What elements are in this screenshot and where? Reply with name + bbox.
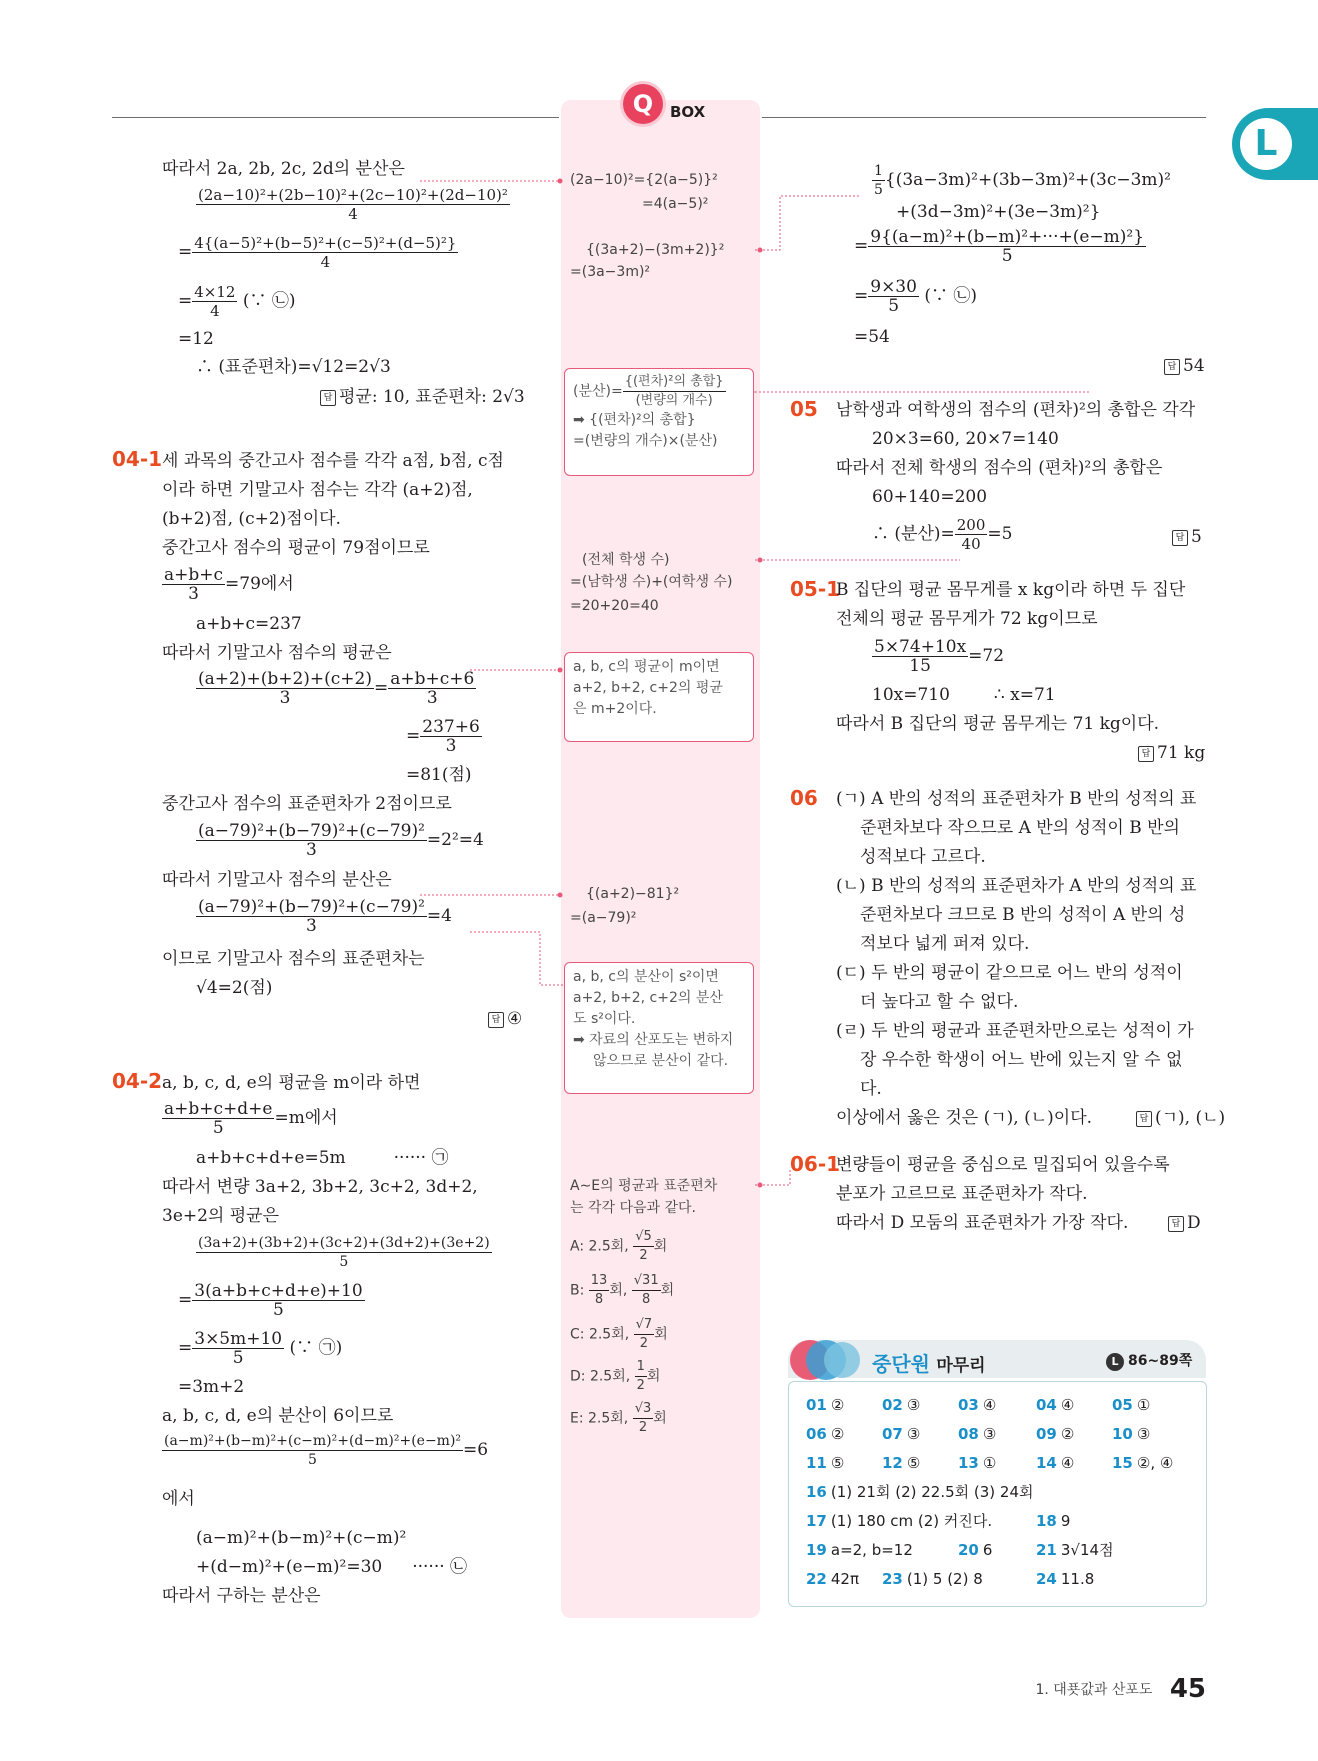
qbox-row: A: 2.5회, $\frac{√5}{2}$ 회 [570, 1229, 668, 1263]
problem-number: 06 [790, 786, 818, 810]
tip-box-variance: (분산)= $\frac{\text{\{(편차)²의 총합\}}}{\text{(변량의 개수)}}$ ➡ {(편차)²의 총합} =(변량의 개수)×(분산) [564, 368, 754, 476]
review-answer: 10 ③ [1112, 1425, 1151, 1443]
text-line: a, b, c, d, e의 분산이 6이므로 [162, 1406, 394, 1426]
l-badge-icon: L [1106, 1353, 1124, 1371]
text-line: (ㄴ) B 반의 성적의 표준편차가 A 반의 성적의 표 [836, 876, 1197, 896]
text-line: 따라서 기말고사 점수의 분산은 [162, 870, 392, 890]
review-answer: 17 (1) 180 cm (2) 커진다. [806, 1512, 993, 1530]
formula: ∴ (분산)= $\frac{200}{40}$ =5 [872, 516, 1013, 553]
problem-number: 04-2 [112, 1069, 163, 1093]
text-line: 이상에서 옳은 것은 (ㄱ), (ㄴ)이다. [836, 1108, 1093, 1128]
answer-icon: 답 [1138, 746, 1154, 762]
answer-line: 답 ④ [488, 1008, 522, 1030]
text-line: (a−m)²+(b−m)²+(c−m)² [196, 1528, 407, 1548]
qbox-note: =(3a−3m)² [570, 264, 651, 280]
formula: = $\frac{\text{9\{(a−m)²+(b−m)²+···+(e−m)²\}}}{5}$ [854, 227, 1145, 266]
review-answer: 24 11.8 [1036, 1570, 1095, 1588]
review-answer: 08 ③ [958, 1425, 997, 1443]
formula: $\frac{\text{(a−79)²+(b−79)²+(c−79)²}}{3}$ =4 [198, 897, 452, 936]
text-line: 3e+2의 평균은 [162, 1206, 280, 1226]
text-line: 적보다 넓게 퍼져 있다. [860, 934, 1030, 954]
formula: = $\frac{9\times 30}{5}$ (∵ ㉡) [854, 277, 978, 316]
answer-icon: 답 [1172, 530, 1188, 546]
problem-number: 05-1 [790, 577, 841, 601]
text-line: (ㄱ) A 반의 성적의 표준편차가 B 반의 성적의 표 [836, 789, 1197, 809]
box-label: BOX [670, 103, 706, 121]
text-line: 따라서 2a, 2b, 2c, 2d의 분산은 [162, 159, 405, 179]
text-line: =54 [854, 327, 890, 347]
formula: $\frac{\text{(2a−10)²+(2b−10)²+(2c−10)²+(2d−10)²}}{4}$ [198, 186, 508, 223]
qbox-note: =4(a−5)² [642, 196, 709, 212]
review-answer: 13 ① [958, 1454, 997, 1472]
answer-icon: 답 [1164, 359, 1180, 375]
qbox-note: =(남학생 수)+(여학생 수) [570, 574, 733, 590]
text-line: 분포가 고르므로 표준편차가 작다. [836, 1184, 1088, 1204]
answer-line: 답 54 [1164, 355, 1205, 377]
tip-box-dispersion: a, b, c의 분산이 s²이면 a+2, b+2, c+2의 분산 도 s²이다. ➡ 자료의 산포도는 변하지 않으므로 분산이 같다. [564, 962, 754, 1094]
problem-number: 05 [790, 397, 818, 421]
review-answer: 05 ① [1112, 1396, 1151, 1414]
text-line: 남학생과 여학생의 점수의 (편차)²의 총합은 각각 [836, 400, 1196, 420]
qbox-note: =(a−79)² [570, 910, 637, 926]
review-answer: 09 ② [1036, 1425, 1075, 1443]
l-tab-letter: L [1240, 118, 1292, 170]
chapter-title: 1. 대푯값과 산포도 [1035, 1682, 1153, 1698]
text-line: (b+2)점, (c+2)점이다. [162, 509, 341, 529]
text-line: 10x=710 ∴ x=71 [872, 685, 1056, 705]
answer-icon: 답 [320, 390, 336, 406]
text-line: ∴ (표준편차)=√12=2√3 [196, 357, 391, 377]
text-line: 따라서 D 모둠의 표준편차가 가장 작다. [836, 1213, 1129, 1233]
formula: $\frac{a+b+c}{3}$ =79에서 [164, 565, 294, 604]
formula: = $\frac{237+6}{3}$ [406, 717, 480, 756]
text-line: 더 높다고 할 수 없다. [860, 992, 1019, 1012]
text-line: 따라서 기말고사 점수의 평균은 [162, 643, 392, 663]
text-line: 따라서 변량 3a+2, 3b+2, 3c+2, 3d+2, [162, 1177, 478, 1197]
text-line: +(3d−3m)²+(3e−3m)²} [896, 202, 1101, 222]
formula: $\frac{1}{5}$ {(3a−3m)²+(3b−3m)²+(3c−3m)² [874, 163, 1171, 198]
qbox-note: {(a+2)−81}² [586, 886, 680, 902]
answer-line: 답 (ㄱ), (ㄴ) [1136, 1107, 1225, 1129]
answer-line: 답 5 [1172, 526, 1202, 548]
text-line: (ㄹ) 두 반의 평균과 표준편차만으로는 성적이 가 [836, 1021, 1194, 1041]
tip-box-mean: a, b, c의 평균이 m이면 a+2, b+2, c+2의 평균 은 m+2이다. [564, 652, 754, 742]
review-answer: 14 ④ [1036, 1454, 1075, 1472]
problem-number: 04-1 [112, 447, 163, 471]
answer-line: 답 D [1168, 1212, 1201, 1234]
formula: $\frac{\text{(a−79)²+(b−79)²+(c−79)²}}{3}$ =2²=4 [198, 821, 484, 860]
text-line: (ㄷ) 두 반의 평균이 같으므로 어느 반의 성적이 [836, 963, 1183, 983]
text-line: =3m+2 [178, 1377, 245, 1397]
problem-number: 06-1 [790, 1152, 841, 1176]
text-line: 전체의 평균 몸무게가 72 kg이므로 [836, 609, 1098, 629]
qbox-note: A∼E의 평균과 표준편차 [570, 1178, 718, 1194]
qbox-row: C: 2.5회, $\frac{√7}{2}$ 회 [570, 1317, 668, 1351]
review-answer: 03 ④ [958, 1396, 997, 1414]
text-line: 따라서 전체 학생의 점수의 (편차)²의 총합은 [836, 458, 1163, 478]
text-line: =81(점) [406, 765, 472, 785]
review-answer: 02 ③ [882, 1396, 921, 1414]
text-line: a+b+c+d+e=5m ······ ㉠ [196, 1148, 449, 1168]
formula: = $\frac{3\times 5m+10}{5}$ (∵ ㉠) [178, 1329, 343, 1368]
review-answer: 04 ④ [1036, 1396, 1075, 1414]
formula: = $\frac{\text{4\{(a−5)²+(b−5)²+(c−5)²+(d−5)²\}}}{4}$ [178, 234, 457, 271]
text-line: 이므로 기말고사 점수의 표준편차는 [162, 949, 425, 969]
text-line: √4=2(점) [196, 978, 273, 998]
text-line: =12 [178, 329, 214, 349]
qbox-note: (전체 학생 수) [582, 552, 670, 568]
answer-icon: 답 [1136, 1111, 1152, 1127]
review-answer: 22 42π [806, 1570, 859, 1588]
page-number: 45 [1169, 1674, 1206, 1704]
review-pages: L 86~89쪽 [1106, 1350, 1192, 1371]
review-answer: 19 a=2, b=12 [806, 1541, 913, 1559]
text-line: a, b, c, d, e의 평균을 m이라 하면 [162, 1073, 421, 1093]
answer-icon: 답 [1168, 1216, 1184, 1232]
text-line: 따라서 구하는 분산은 [162, 1586, 321, 1606]
text-line: 60+140=200 [872, 487, 988, 507]
text-line: 중간고사 점수의 표준편차가 2점이므로 [162, 794, 452, 814]
text-line: a+b+c=237 [196, 614, 302, 634]
formula: $\frac{(3a+2)+(3b+2)+(3c+2)+(3d+2)+(3e+2)}{5}$ [198, 1235, 490, 1270]
text-line: 준편차보다 크므로 B 반의 성적이 A 반의 성 [860, 905, 1186, 925]
formula: = $\frac{4\times 12}{4}$ (∵ ㉡) [178, 283, 296, 320]
review-answer: 16 (1) 21회 (2) 22.5회 (3) 24회 [806, 1483, 1034, 1501]
review-answer: 01 ② [806, 1396, 845, 1414]
review-answer: 15 ②, ④ [1112, 1454, 1174, 1472]
answer-line: 답 평균: 10, 표준편차: 2√3 [320, 386, 525, 408]
text-line: 준편차보다 작으므로 A 반의 성적이 B 반의 [860, 818, 1180, 838]
qbox-note: 는 각각 다음과 같다. [570, 1200, 696, 1216]
text-line: 다. [860, 1079, 882, 1099]
review-answer: 20 6 [958, 1541, 993, 1559]
text-line: 변량들이 평균을 중심으로 밀집되어 있을수록 [836, 1155, 1170, 1175]
review-answer: 12 ⑤ [882, 1454, 921, 1472]
text-line: 장 우수한 학생이 어느 반에 있는지 알 수 없 [860, 1050, 1183, 1070]
formula: = $\frac{3(a+b+c+d+e)+10}{5}$ [178, 1281, 363, 1320]
review-answer: 23 (1) 5 (2) 8 [882, 1570, 983, 1588]
text-line: 세 과목의 중간고사 점수를 각각 a점, b점, c점 [162, 451, 504, 471]
qbox-note: {(3a+2)−(3m+2)}² [586, 242, 725, 258]
formula: $\frac{5\times 74+10x}{15}$ =72 [874, 637, 1005, 676]
text-line: 이라 하면 기말고사 점수는 각각 (a+2)점, [162, 480, 473, 500]
formula: $\frac{a+b+c+d+e}{5}$ =m에서 [164, 1099, 338, 1138]
text-line: 따라서 B 집단의 평균 몸무게는 71 kg이다. [836, 714, 1160, 734]
formula: $\frac{\text{(a−m)²+(b−m)²+(c−m)²+(d−m)²+(e−m)²}}{5}$ =6 [164, 1433, 489, 1468]
text-line: +(d−m)²+(e−m)²=30 ······ ㉡ [196, 1557, 468, 1577]
review-answer: 21 3√14점 [1036, 1541, 1114, 1559]
text-line: B 집단의 평균 몸무게를 x kg이라 하면 두 집단 [836, 580, 1186, 600]
answer-line: 답 71 kg [1138, 742, 1205, 764]
text-line: 20×3=60, 20×7=140 [872, 429, 1059, 449]
qbox-row: B: $\frac{13}{8}$ 회, $\frac{√31}{8}$ 회 [570, 1273, 675, 1307]
review-answer: 07 ③ [882, 1425, 921, 1443]
page-footer [1035, 1674, 1206, 1704]
review-title: 중단원 마무리 [872, 1352, 986, 1376]
qbox-note: (2a−10)²={2(a−5)}² [570, 172, 718, 188]
text-line: 중간고사 점수의 평균이 79점이므로 [162, 538, 430, 558]
review-answer: 11 ⑤ [806, 1454, 845, 1472]
q-badge: Q [623, 84, 663, 124]
review-answer: 06 ② [806, 1425, 845, 1443]
text-line: 에서 [162, 1489, 195, 1509]
text-line: 성적보다 고르다. [860, 847, 986, 867]
qbox-row: D: 2.5회, $\frac{1}{2}$ 회 [570, 1359, 661, 1393]
review-answer: 18 9 [1036, 1512, 1071, 1530]
formula: $\frac{(a+2)+(b+2)+(c+2)}{3}$ = $\frac{a+b+c+6}{3}$ [198, 669, 475, 708]
qbox-note: =20+20=40 [570, 598, 659, 614]
qbox-row: E: 2.5회, $\frac{√3}{2}$ 회 [570, 1401, 667, 1435]
answer-icon: 답 [488, 1012, 504, 1028]
